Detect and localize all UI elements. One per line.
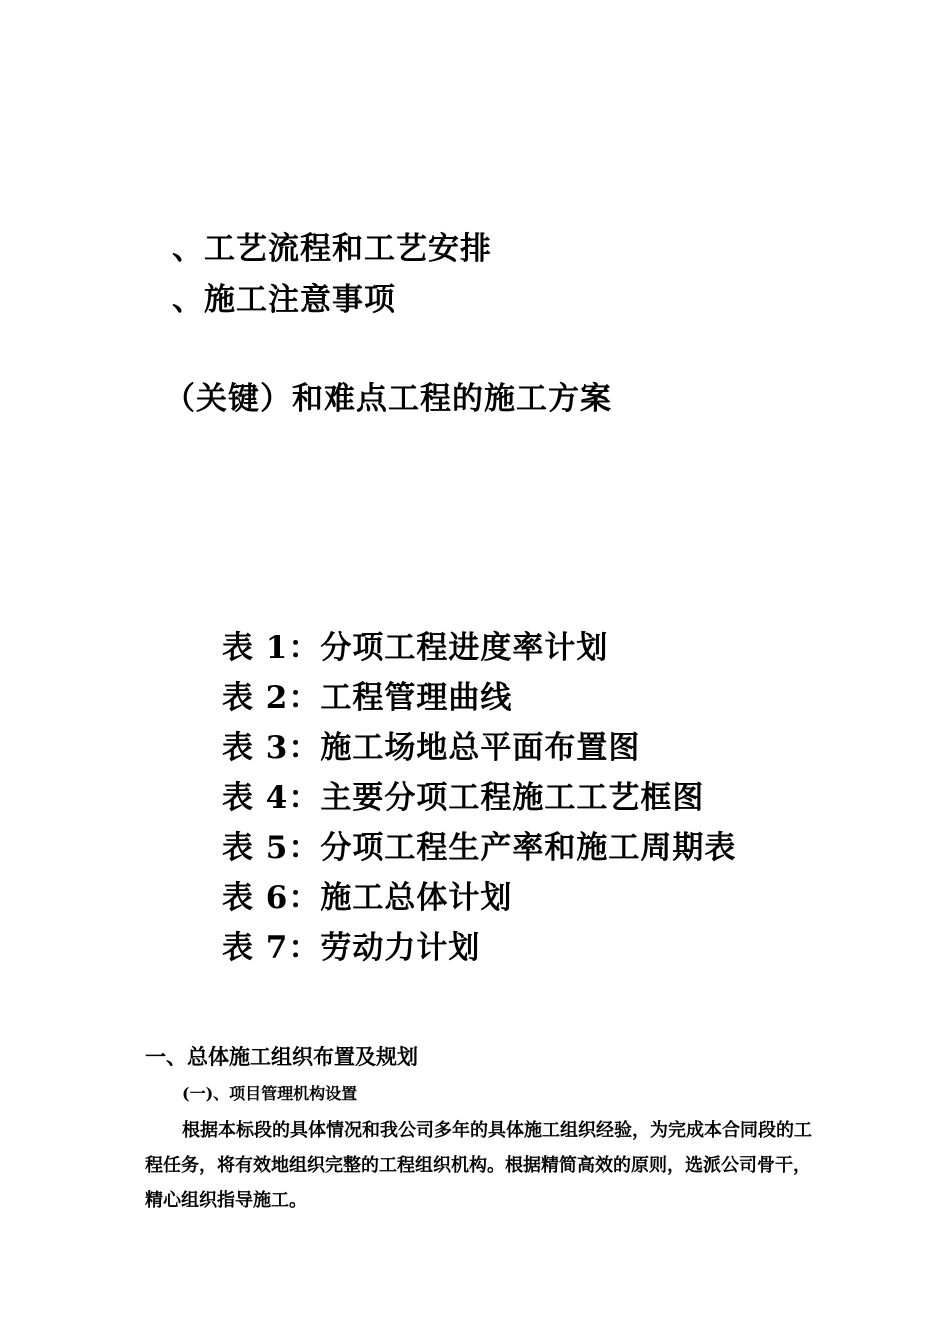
table-list-item: 表 5：分项工程生产率和施工周期表 bbox=[222, 830, 737, 866]
subsection-title: (一)、项目管理机构设置 bbox=[182, 1084, 358, 1103]
paragraph-line: 程任务，将有效地组织完整的工程组织机构。根据精简高效的原则，选派公司骨干， bbox=[145, 1155, 811, 1176]
paragraph-line: 根据本标段的具体情况和我公司多年的具体施工组织经验，为完成本合同段的工 bbox=[182, 1120, 812, 1141]
table-list-item: 表 7：劳动力计划 bbox=[222, 930, 481, 966]
table-list-item: 表 4：主要分项工程施工工艺框图 bbox=[222, 780, 705, 816]
heading-key-difficult-works: （关键）和难点工程的施工方案 bbox=[164, 381, 612, 417]
table-list-item: 表 1：分项工程进度率计划 bbox=[222, 630, 609, 666]
table-list-item: 表 6：施工总体计划 bbox=[222, 880, 513, 916]
heading-process-flow: 、工艺流程和工艺安排 bbox=[172, 231, 492, 267]
paragraph-line: 精心组织指导施工。 bbox=[145, 1190, 307, 1211]
heading-construction-notes: 、施工注意事项 bbox=[172, 282, 396, 318]
table-list-item: 表 3：施工场地总平面布置图 bbox=[222, 730, 641, 766]
table-list-item: 表 2：工程管理曲线 bbox=[222, 680, 513, 716]
section-title: 一、总体施工组织布置及规划 bbox=[145, 1044, 418, 1069]
